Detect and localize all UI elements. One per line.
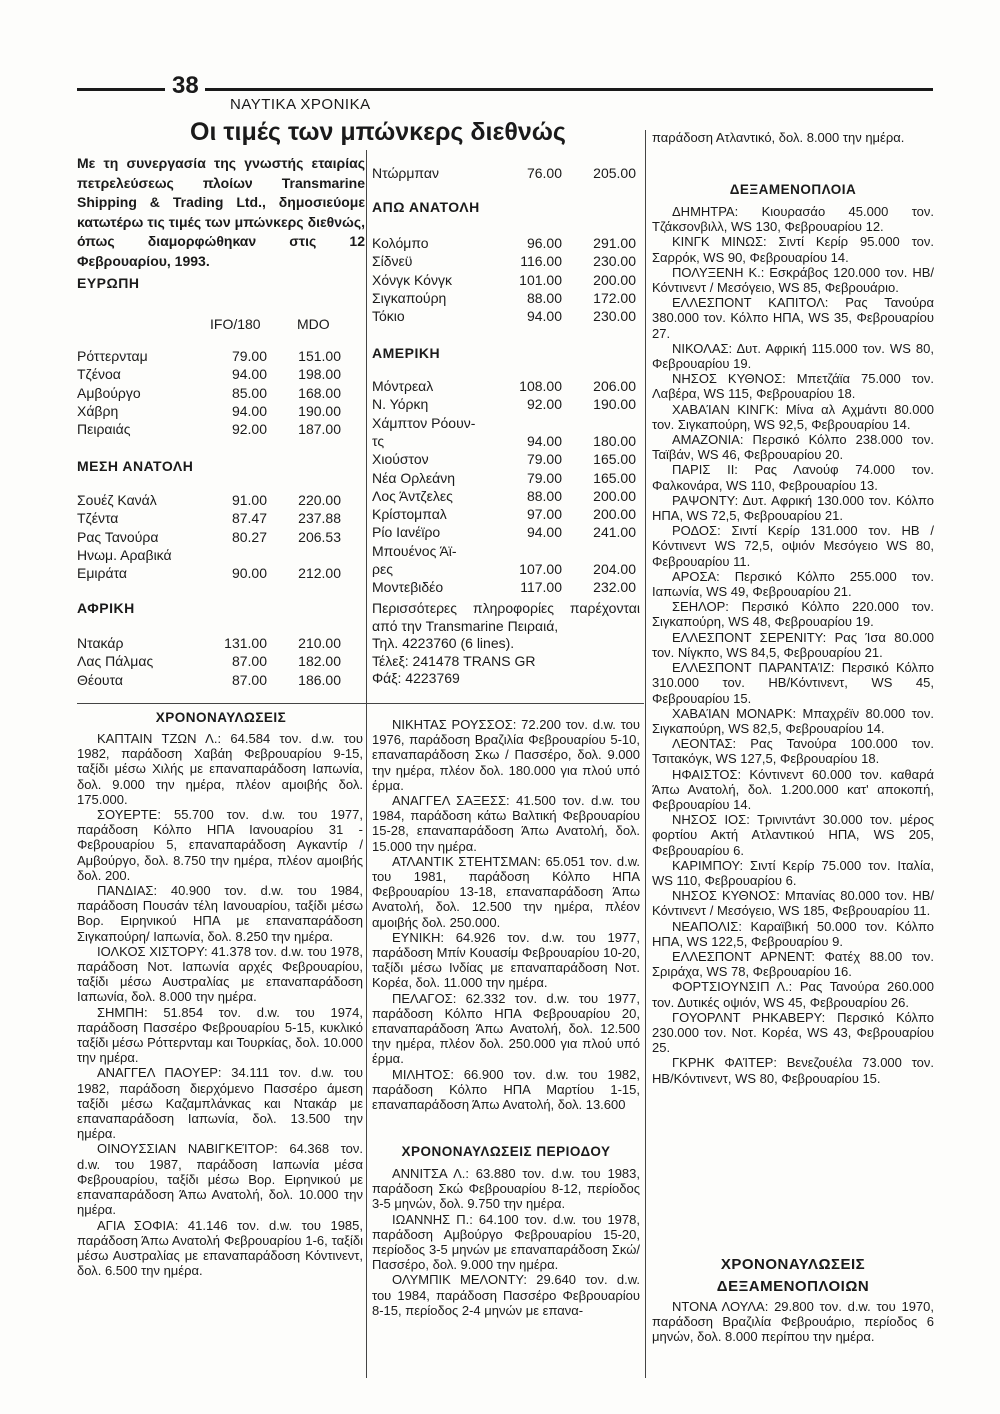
ifo-value: 87.00 [231, 671, 267, 688]
mdo-value: 205.00 [593, 165, 636, 181]
charter-entry: ΣΟΥΕΡΤΕ: 55.700 τον. d.w. του 1977, παράδοση Κόλπο ΗΠΑ Ιανουαρίου 31 - Φεβρουαρίου 5, επαναπαράδοση Αγκαντίρ / Αμβούργο, δολ. 8.750 την ημέρα, πλέον αμοιβής δολ. 200. [77, 807, 363, 883]
port-name: Χάβρη [77, 402, 119, 419]
tanker-entry: ΧΑΒΑΊΑΝ ΜΟΝΑΡΚ: Μπαχρέϊν 80.000 τον. Σιγκαπούρη, WS 82,5, Φεβρουαρίου 14. [652, 705, 934, 736]
period-charters-title: ΧΡΟΝΟΝΑΥΛΩΣΕΙΣ ΠΕΡΙΟΔΟΥ [401, 1144, 611, 1159]
port-name: Ντώρμπαν [372, 165, 439, 181]
ifo-value: 88.00 [526, 487, 562, 504]
price-row [77, 384, 345, 402]
ifo-value: 101.00 [519, 271, 562, 288]
mdo-value: 206.53 [298, 528, 341, 545]
ifo-value: 131.00 [224, 635, 267, 651]
continued-text [652, 130, 934, 145]
tanker-entry: ΑΜΑΖΟΝΙΑ: Περσικό Κόλπο 238.000 τον. Ταϊβάν, WS 46, Φεβρουαρίου 20. [652, 432, 934, 463]
mdo-value: 168.00 [298, 384, 341, 401]
tanker-entry: ΛΕΟΝΤΑΣ: Ρας Τανούρα 100.000 τον. Τσιτακόγκ, WS 127,5, Φεβρουαρίου 18. [652, 736, 934, 767]
port-name: Πειραιάς [77, 421, 131, 438]
port-name: Μόντρεαλ [372, 378, 434, 394]
mdo-value: 232.00 [593, 579, 636, 596]
price-row [372, 469, 640, 487]
port-name: Ρίο Ιανέϊρο [372, 524, 441, 541]
col-header-ifo: IFO/180 [210, 316, 261, 332]
period-charters [372, 1166, 640, 1318]
tanker-entry: ΗΦΑΙΣΤΟΣ: Κόντινεντ 60.000 τον. καθαρά Άπω Ανατολή, δολ. 1.200.000 κατ' αποκοπή, Φεβρουαρίου 14. [652, 766, 934, 812]
price-row [77, 509, 345, 527]
price-row [372, 450, 640, 468]
price-row [77, 634, 345, 652]
charter-entry: ΠΑΝΔΙΑΣ: 40.900 τον. d.w. του 1984, παράδοση Πουσάν τέλη Ιανουαρίου, ταξίδι μέσω Βορ. Ειρηνικού ΗΠΑ με επαναπαράδοση Σιγκαπούρη/ Ιαπωνία, δολ. 8.250 την ημέρα. [77, 883, 363, 944]
charter-entry: ΕΥΝΙΚΗ: 64.926 τον. d.w. του 1977, παράδοση Μπίν Κουασίμ Φεβρουαρίου 10-20, ταξίδι μέσω Ινδίας με επαναπαράδοση Νοτ. Κορέα, δολ. 11.000 την ημέρα. [372, 929, 640, 991]
price-row [372, 252, 640, 270]
tankers-title: ΔΕΞΑΜΕΝΟΠΛΟΙΑ [729, 182, 857, 197]
ifo-value: 92.00 [526, 396, 562, 413]
mdo-value: 220.00 [298, 492, 341, 508]
ifo-value: 107.00 [519, 561, 562, 577]
mdo-value: 186.00 [298, 671, 341, 688]
ifo-value: 90.00 [231, 565, 267, 582]
price-row [77, 491, 345, 509]
ifo-value: 85.00 [231, 384, 267, 401]
mdo-value: 198.00 [298, 366, 341, 383]
section-europe: ΕΥΡΩΠΗ [77, 275, 140, 291]
price-row [77, 347, 345, 365]
price-row [77, 671, 345, 689]
ifo-value: 87.47 [231, 510, 267, 527]
tanker-entry: ΝΗΣΟΣ ΚΥΘΝΟΣ: Μπανίας 80.000 τον. ΗΒ/ Κόντινεντ / Μεσόγειο, WS 185, Φεβρουαρίου 11. [652, 888, 934, 919]
mdo-value: 180.00 [593, 432, 636, 449]
price-row [372, 414, 640, 432]
mdo-value: 151.00 [298, 348, 341, 364]
mdo-value: 200.00 [593, 506, 636, 523]
price-row [372, 487, 640, 505]
tanker-entry: ΡΑΨΟΝΤΥ: Δυτ. Αφρική 130.000 τον. Κόλπο ΗΠΑ, WS 72,5, Φεβρουαρίου 21. [652, 492, 934, 524]
port-name: Τζέντα [77, 510, 119, 527]
tanker-entry: ΑΡΟΣΑ: Περσικό Κόλπο 255.000 τον. Ιαπωνία, WS 49, Φεβρουαρίου 21. [652, 568, 934, 600]
price-row [372, 289, 640, 307]
column-rule-1 [366, 150, 367, 1378]
charter-entry: ΝΙΚΗΤΑΣ ΡΟΥΣΣΟΣ: 72.200 τον. d.w. του 1976, παράδοση Βραζιλία Φεβρουαρίου 5-10, επαναπαράδοση Σκω / Πασσέρο, δολ. 9.000 την ημέρα, πλέον δολ. 180.000 για πλού υπό έρμα. [372, 717, 640, 793]
price-row [372, 505, 640, 523]
mdo-value: 187.00 [298, 421, 341, 438]
port-name: Μπουένος Άϊ- [372, 542, 457, 559]
port-name: Εμιράτα [77, 565, 127, 582]
ifo-value: 97.00 [526, 506, 562, 523]
tanker-entry: ΡΟΔΟΣ: Σιντί Κερίρ 131.000 τον. ΗΒ /Κόντινεντ WS 72,5, οψιόν Μεσόγειο WS 80, Φεβρουαρίου 11. [652, 523, 934, 569]
mdo-value: 230.00 [593, 308, 636, 325]
section-america: ΑΜΕΡΙΚΗ [372, 345, 441, 361]
port-name: Μοντεβιδέο [372, 579, 444, 596]
port-name: Χιούστον [372, 451, 429, 468]
tanker-entry: ΣΕΗΛΟΡ: Περσικό Κόλπο 220.000 τον. Σιγκαπούρη, WS 48, Φεβρουαρίου 19. [652, 599, 934, 630]
port-name: Χάμπτον Ρόουν- [372, 414, 476, 431]
port-name: Τόκιο [372, 308, 405, 325]
tanker-entry: ΕΛΛΕΣΠΟΝΤ ΚΑΠΙΤΟΛ: Ρας Τανούρα 380.000 τον. Κόλπο ΗΠΑ, WS 35, Φεβρουαρίου 27. [652, 295, 934, 341]
price-row [372, 234, 640, 252]
mdo-value: 165.00 [593, 469, 636, 486]
ifo-value: 79.00 [526, 469, 562, 486]
mdo-value: 165.00 [593, 451, 636, 468]
charter-entry: ΚΑΠΤΑΙΝ ΤΖΩΝ Λ.: 64.584 τον. d.w. του 1982, παράδοση Χαβάη Φεβρουαρίου 9-15, ταξίδι μέσω Χιλής με επαναπαράδοση Ιαπωνία, δολ. 9.000 την ημέρα, πλέον αμοιβής δολ. 175.000. [77, 731, 363, 807]
period-charter-entry: ΙΩΑΝΝΗΣ Π.: 64.100 τον. d.w. του 1978, παράδοση Αμβούργο Φεβρουαρίου 15-20, περίοδος 3-5 μηνών με επαναπαράδοση Σκώ/ Πασσέρο, δολ. 9.000 την ημέρα. [372, 1211, 640, 1273]
durban-row [372, 164, 640, 182]
port-name: Ηνωμ. Αραβικά [77, 546, 172, 563]
charter-entry: ΠΕΛΑΓΟΣ: 62.332 τον. d.w. του 1977, παράδοση Κόλπο ΗΠΑ Φεβρουαρίου 20, επαναπαράδοση Άπω Ανατολή, δολ. 12.500 την ημέρα, πλέον δολ. 250.000 για πλού υπό έρμα. [372, 990, 640, 1067]
price-row [372, 432, 640, 450]
header-rule-right [205, 88, 933, 91]
tanker-entry: ΚΑΡΙΜΠΟΥ: Σιντί Κερίρ 75.000 τον. Ιταλία, WS 110, Φεβρουαρίου 6. [652, 857, 934, 888]
column-rule-2 [645, 130, 646, 1378]
tanker-entry: ΝΙΚΟΛΑΣ: Δυτ. Αφρική 115.000 τον. WS 80, Φεβρουαρίου 19. [652, 340, 934, 372]
tank-charter-entry: ΝΤΟΝΑ ΛΟΥΛΑ: 29.800 τον. d.w. του 1970, παράδοση Βραζιλία Φεβρουάριο, περίοδος 6 μηνών, δολ. 8.000 περίπου την ημέρα. [652, 1299, 934, 1345]
port-name: Λος Άντζελες [372, 487, 453, 504]
price-row [77, 402, 345, 420]
contact-line: Περισσότερες πληροφορίες παρέχονται από την Transmarine Πειραιά, [372, 600, 640, 634]
mdo-value: 291.00 [593, 235, 636, 251]
ifo-value: 96.00 [526, 235, 562, 251]
section-mideast: ΜΕΣΗ ΑΝΑΤΟΛΗ [77, 458, 194, 474]
ifo-value: 108.00 [519, 378, 562, 394]
mdo-value: 182.00 [298, 653, 341, 670]
header-rule-left [77, 88, 165, 91]
port-name: Κολόμπο [372, 235, 429, 251]
ifo-value: 116.00 [520, 253, 562, 270]
tanker-entry: ΕΛΛΕΣΠΟΝΤ ΑΡΝΕΝΤ: Φατέχ 88.00 τον. Σριράχα, WS 78, Φεβρουαρίου 16. [652, 948, 934, 980]
charter-entry: ΑΝΑΓΓΕΛ ΠΑΟΥΕΡ: 34.111 τον. d.w. του 1982, παράδοση διερχόμενο Πασσέρο άμεση ταξίδι μέσω Καζαμπλάνκας και Ντακάρ με επαναπαράδοση Ιαπωνία, δολ. 13.500 την ημέρα. [77, 1065, 363, 1142]
port-name: Νέα Ορλεάνη [372, 469, 456, 486]
mdo-value: 206.00 [593, 378, 636, 394]
tanker-entry: ΠΑΡΙΣ ΙΙ: Ρας Λανούφ 74.000 τον. Φαλκονάρα, WS 110, Φεβρουαρίου 13. [652, 462, 934, 493]
price-row [372, 560, 640, 578]
ifo-value: 80.27 [231, 528, 267, 545]
price-row [372, 395, 640, 413]
tanker-entry: ΝΗΣΟΣ ΙΟΣ: Τρινιντάντ 30.000 τον. μέρος φορτίου Ακτή Ατλαντικού ΗΠΑ, WS 205, Φεβρουαρίου 6. [652, 812, 934, 858]
ifo-value: 117.00 [520, 579, 562, 596]
port-name: τς [372, 432, 385, 449]
mdo-value: 172.00 [593, 289, 636, 306]
port-name: Ν. Υόρκη [372, 396, 429, 413]
ifo-value: 94.00 [231, 366, 267, 383]
ifo-value: 92.00 [231, 421, 267, 438]
port-name: Χόνγκ Κόνγκ [372, 271, 452, 288]
ifo-value: 88.00 [526, 289, 562, 306]
page-number: 38 [172, 72, 199, 99]
port-name: Ντακάρ [77, 635, 124, 651]
port-name: Θέουτα [77, 671, 123, 688]
tanker-entry: ΝΗΣΟΣ ΚΥΘΝΟΣ: Μπετζάϊα 75.000 τον. Λαβέρα, WS 115, Φεβρουαρίου 18. [652, 371, 934, 402]
price-row [372, 377, 640, 395]
tanker-entry: ΕΛΛΕΣΠΟΝΤ ΣΕΡΕΝΙΤΥ: Ρας Ίσα 80.000 τον. Νίγκπο, WS 84,5, Φεβρουαρίου 21. [652, 629, 934, 660]
ifo-value: 79.00 [231, 348, 267, 364]
mdo-value: 212.00 [298, 565, 341, 582]
contact-telex: Τέλεξ: 241478 TRANS GR [372, 652, 536, 669]
tanker-entry: ΠΟΛΥΞΕΝΗ Κ.: Εσκράβος 120.000 τον. ΗΒ/ Κόντινεντ / Μεσόγειο, WS 85, Φεβρουάριο. [652, 264, 934, 296]
charter-entry: ΑΝΑΓΓΕΛ ΣΑΞΕΣΣ: 41.500 τον. d.w. του 1984, παράδοση κάτω Βαλτική Φεβρουαρίου 15-28, επαναπαράδοση Άπω Ανατολή, δολ. 15.000 την ημέρα. [372, 793, 640, 854]
tanker-entry: ΓΟΥΟΡΛΝΤ ΡΗΚΑΒΕΡΥ: Περσικό Κόλπο 230.000 τον. Νοτ. Κορέα, WS 43, Φεβρουαρίου 25. [652, 1009, 934, 1056]
port-name: Ρόττερνταμ [77, 348, 148, 364]
price-row [77, 420, 345, 438]
price-row [77, 652, 345, 670]
tank-charters-list [652, 1299, 934, 1345]
tanker-entry: ΦΟΡΤΣΙΟΥΝΣΙΠ Λ.: Ρας Τανούρα 260.000 τον. Δυτικές οψιόν, WS 45, Φεβρουαρίου 26. [652, 979, 934, 1010]
contact-tel: Τηλ. 4223760 (6 lines). [372, 635, 515, 651]
ifo-value: 91.00 [231, 492, 267, 508]
port-name: Ρας Τανούρα [77, 528, 159, 545]
contact-info [372, 600, 640, 688]
port-name: Σουέζ Κανάλ [77, 492, 157, 508]
charter-entry: ΜΙΛΗΤΟΣ: 66.900 τον. d.w. του 1982, παράδοση Κόλπο ΗΠΑ Μαρτίου 1-15, επαναπαράδοση Άπω Ανατολή, δολ. 13.600 [372, 1066, 640, 1113]
port-name: Σίδνεϋ [372, 253, 413, 270]
continued-paragraph: παράδοση Ατλαντικό, δολ. 8.000 την ημέρα. [652, 130, 905, 145]
mdo-value: 237.88 [298, 510, 341, 527]
tanker-entry: ΔΗΜΗΤΡΑ: Κιουρασάο 45.000 τον. Τζάκσονβιλλ, WS 130, Φεβρουαρίου 12. [652, 204, 934, 235]
mdo-value: 241.00 [593, 524, 636, 541]
port-name: Κρίστομπαλ [372, 506, 447, 523]
contact-fax: Φάξ: 4223769 [372, 670, 460, 686]
period-charter-entry: ΑΝΝΙΤΣΑ Λ.: 63.880 τον. d.w. του 1983, παράδοση Σκώ Φεβρουαρίου 8-12, περίοδος 3-5 μηνών, δολ. 9.750 την ημέρα. [372, 1166, 640, 1212]
charter-entry: ΣΗΜΠΗ: 51.854 τον. d.w. του 1974, παράδοση Πασσέρο Φεβρουαρίου 5-15, κυκλικό ταξίδι μέσω Ρόττερνταμ και Τουρκίας, δολ. 10.000 την ημέρα. [77, 1004, 363, 1066]
ifo-value: 79.00 [526, 451, 562, 468]
ifo-value: 94.00 [526, 308, 562, 325]
mdo-value: 190.00 [298, 402, 341, 419]
tanker-entry: ΚΙΝΓΚ ΜΙΝΩΣ: Σιντί Κερίρ 95.000 τον. Σαρρόκ, WS 90, Φεβρουαρίου 14. [652, 234, 934, 265]
tanker-entry: ΧΑΒΑΊΑΝ ΚΙΝΓΚ: Μίνα αλ Αχμάντι 80.000 τον. Σιγκαπούρη, WS 92,5, Φεβρουαρίου 14. [652, 401, 934, 432]
charters-col1 [77, 731, 363, 1278]
port-name: Λας Πάλμας [77, 653, 154, 670]
charters-col2 [372, 717, 640, 1112]
price-row [372, 523, 640, 541]
mdo-value: 204.00 [593, 561, 636, 577]
article-intro: Με τη συνεργασία της γνωστής εταιρίας πετρελεύσεως πλοίων Transmarine Shipping & Trading Ltd., δημοσιεύομε κατωτέρω τις τιμές των μπώνκερς διεθνώς, όπως διαμορφώθηκαν στις 12 Φεβρουαρίου, 1993. [77, 155, 365, 269]
publication-name: ΝΑΥΤΙΚΑ ΧΡΟΝΙΚΑ [230, 96, 371, 113]
price-row [372, 271, 640, 289]
price-row [77, 528, 345, 546]
ifo-value: 94.00 [526, 432, 562, 449]
port-name: ρες [372, 561, 393, 577]
tanker-entry: ΝΕΑΠΟΛΙΣ: Καραϊβική 50.000 τον. Κόλπο ΗΠΑ, WS 122,5, Φεβρουαρίου 9. [652, 918, 934, 949]
port-name: Τζένοα [77, 366, 121, 383]
section-africa: ΑΦΡΙΚΗ [77, 600, 135, 616]
col-header-mdo: MDO [297, 316, 330, 332]
charter-entry: ΟΙΝΟΥΣΣΙΑΝ ΝΑΒΙΓΚΕΊΤΟΡ: 64.368 τον. d.w. του 1987, παράδοση Ιαπωνία μέσα Φεβρουαρίου, ταξίδι μέσω Βορ. Ειρηνικού με επαναπαράδοση Άπω Ανατολή, δολ. 10.000 την ημέρα. [77, 1141, 363, 1218]
tankers-list [652, 204, 934, 1086]
port-name: Αμβούργο [77, 384, 141, 401]
price-row [77, 564, 345, 582]
mdo-value: 230.00 [593, 253, 636, 270]
tanker-entry: ΕΛΛΕΣΠΟΝΤ ΠΑΡΑΝΤΑΊΖ: Περσικό Κόλπο 310.000 τον. ΗΒ/Κόντινεντ, WS 45, Φεβρουαρίου 15. [652, 660, 934, 706]
ifo-value: 94.00 [526, 524, 562, 541]
ifo-value: 87.00 [231, 653, 267, 670]
period-charter-entry: ΟΛΥΜΠΙΚ ΜΕΛΟΝΤΥ: 29.640 τον. d.w. του 1984, παράδοση Πασσέρο Φεβρουαρίου 8-15, περίοδος 2-4 μηνών με επανα- [372, 1272, 640, 1318]
article-title: Οι τιμές των μπώνκερς διεθνώς [190, 118, 566, 146]
section-divider [77, 703, 644, 704]
charters-title: ΧΡΟΝΟΝΑΥΛΩΣΕΙΣ [155, 710, 287, 725]
charter-entry: ΑΤΛΑΝΤΙΚ ΣΤΕΗΤΣΜΑΝ: 65.051 τον. d.w. του 1981, παράδοση Κόλπο ΗΠΑ Φεβρουαρίου 13-18, επαναπαράδοση Άπω Ανατολή, δολ. 12.500 την ημέρα, πλέον αμοιβής δολ. 250.000. [372, 853, 640, 930]
mdo-value: 200.00 [593, 487, 636, 504]
mdo-value: 190.00 [593, 396, 636, 413]
price-row [77, 546, 345, 564]
tank-charters-title: ΧΡΟΝΟΝΑΥΛΩΣΕΙΣ ΔΕΞΑΜΕΝΟΠΛΟΙΩΝ [716, 1256, 870, 1295]
ifo-value: 76.00 [526, 165, 562, 181]
charter-entry: ΙΟΛΚΟΣ ΧΙΣΤΟΡΥ: 41.378 τον. d.w. του 1978, παράδοση Νοτ. Ιαπωνία αρχές Φεβρουαρίου, ταξίδι μέσω Αυστραλίας με επαναπαράδοση Ιαπωνία, δολ. 8.000 την ημέρα. [77, 943, 363, 1005]
mdo-value: 210.00 [298, 635, 341, 651]
tanker-entry: ΓΚΡΗΚ ΦΑΊΤΕΡ: Βενεζουέλα 73.000 τον. ΗΒ/Κόντινεντ, WS 80, Φεβρουαρίου 15. [652, 1055, 934, 1086]
charter-entry: ΑΓΙΑ ΣΟΦΙΑ: 41.146 τον. d.w. του 1985, παράδοση Άπω Ανατολή Φεβρουαρίου 1-6, ταξίδι μέσω Αυστραλίας με επαναπαράδοση Κόντινεντ, δολ. 6.500 την ημέρα. [77, 1217, 363, 1279]
ifo-value: 94.00 [231, 402, 267, 419]
mdo-value: 200.00 [593, 271, 636, 288]
price-row [372, 542, 640, 560]
price-row [372, 578, 640, 596]
port-name: Σιγκαπούρη [372, 289, 447, 306]
price-row [372, 307, 640, 325]
price-row [77, 365, 345, 383]
section-fareast: ΑΠΩ ΑΝΑΤΟΛΗ [372, 199, 480, 215]
